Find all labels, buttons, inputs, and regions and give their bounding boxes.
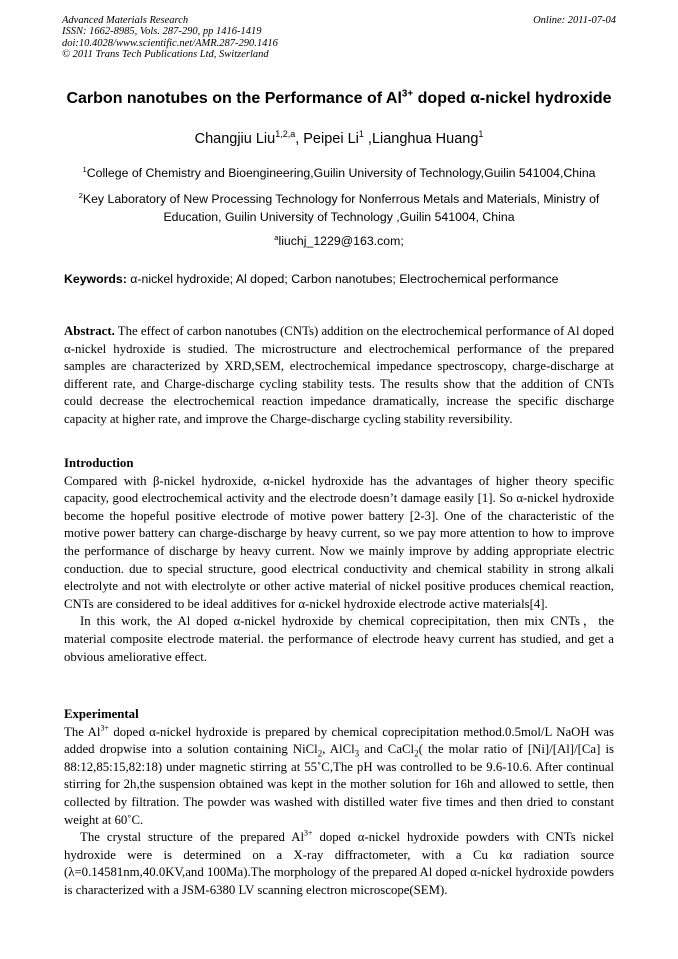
author-separator: , xyxy=(363,131,372,147)
abstract-text: The effect of carbon nanotubes (CNTs) addition on the electrochemical performance of Al doped α-nickel hydroxide is studied. The microstructure and electrochemical performance of the prepared samples are characterized by XRD,SEM, electrochemical impedance spectroscopy, charge-discharge at different rate, and Charge-discharge cycling stability tests. The results show that the addition of CNTs could decrease the electrochemical reaction impedance dramatically, increase the specific discharge capacity at higher rate, and improve the Charge-discharge cycling stability reversibility. xyxy=(64,324,614,426)
title-superscript: 3+ xyxy=(401,88,414,100)
journal-issn: ISSN: 1662-8985, Vols. 287-290, pp 1416-1419 xyxy=(62,26,262,38)
keywords xyxy=(64,272,624,286)
author-email xyxy=(62,234,616,248)
online-date: Online: 2011-07-04 xyxy=(533,15,616,26)
keywords-label: Keywords: xyxy=(64,272,127,286)
author-name: Peipei Li xyxy=(303,131,359,147)
introduction-section xyxy=(64,455,614,666)
journal-copyright: © 2011 Trans Tech Publications Ltd, Switzerland xyxy=(62,49,269,61)
affiliation xyxy=(62,164,616,182)
experimental-paragraph: The crystal structure of the prepared $Al^{3+}$ doped α-nickel hydroxide powders with CNTs nickel hydroxide were is determined on a X-ray diffractometer, with a Cu kα radiation source (λ=0.14581nm,40.0KV,and 100Ma).The morphology of the prepared Al doped α-nickel hydroxide powders is characterized with a JSM-6380 LV scanning electron microscope(SEM). xyxy=(64,828,614,897)
keywords-text: α-nickel hydroxide; Al doped; Carbon nanotubes; Electrochemical performance xyxy=(126,272,559,286)
abstract xyxy=(64,323,614,429)
affiliation-text: College of Chemistry and Bioengineering,Guilin University of Technology,Guilin 541004,China xyxy=(86,166,596,180)
journal-name: Advanced Materials Research xyxy=(62,15,189,26)
email-mark: a xyxy=(274,232,279,242)
paper-title xyxy=(30,90,648,108)
author-affiliation-mark: 1 xyxy=(358,129,364,140)
author-name: Lianghua Huang xyxy=(371,131,479,147)
author-list xyxy=(30,131,648,147)
journal-doi: doi:10.4028/www.scientific.net/AMR.287-290.1416 xyxy=(62,37,278,49)
affiliation-mark: 1 xyxy=(82,164,87,174)
abstract-label: Abstract. xyxy=(64,324,115,338)
experimental-section xyxy=(64,706,614,900)
email-text: liuchj_1229@163.com; xyxy=(278,234,404,248)
author-affiliation-mark: 1 xyxy=(478,129,484,140)
author-affiliation-mark: 1,2,a xyxy=(275,129,296,140)
introduction-paragraph: In this work, the Al doped α-nickel hydroxide by chemical coprecipitation, then mix CNTs，the material composite electrode material. the performance of electrode heavy current has studied, and get a obvious ameliorative effect. xyxy=(64,614,614,664)
author-name: Changjiu Liu xyxy=(194,131,276,147)
affiliation-text: Key Laboratory of New Processing Technology for Nonferrous Metals and Materials, Ministry of Education, Guilin University of Technology ,Guilin 541004, China xyxy=(82,192,600,224)
author-separator: , xyxy=(295,131,304,147)
experimental-heading: Experimental xyxy=(64,707,139,721)
introduction-paragraph: Compared with β-nickel hydroxide, α-nickel hydroxide has the advantages of higher theory specific capacity, good electrochemical activity and the electrode doesn’t damage easily [1]. So α-nickel hydroxide become the hopeful positive electrode of motive power battery [2-3]. One of the characteristic of the motive power battery can charge-discharge by heavy current, so we pay more attention to how to improve the performance of discharge by heavy current. Now we mainly improve by adding appropriate electric conduction. due to special structure, good electrical conductivity and chemical stability in strong alkali electrolyte and not with electrolyte or other active material of nickel positive produces chemical reaction, CNTs are considered to be ideal additives for α-nickel hydroxide electrode active materials[4]. xyxy=(64,473,614,611)
affiliation-mark: 2 xyxy=(78,190,83,200)
experimental-paragraph: The $Al^{3+}$ doped α-nickel hydroxide is prepared by chemical coprecipitation method.0.5mol/L NaOH was added dropwise into a solution containing NiCl$_2$, AlCl$_3$ and CaCl$_2$( the molar ratio of [Ni]/[Al]/[Ca] is 88:12,85:15,82:18) under magnetic stirring at 55˚C,The pH was controlled to be 9.6-10.6. After continual stirring for 2h,the suspension obtained was kept in the mother solution for 16h and allowed to settle, then collected by filtration. The powder was washed with distilled water five times and then dried to constant weight at 60˚C. xyxy=(64,723,614,827)
introduction-heading: Introduction xyxy=(64,456,134,470)
affiliation xyxy=(62,190,616,226)
title-text-pre: Carbon nanotubes on the Performance of Al xyxy=(66,90,402,107)
title-text-post: doped α-nickel hydroxide xyxy=(413,90,612,107)
journal-header xyxy=(62,15,616,61)
